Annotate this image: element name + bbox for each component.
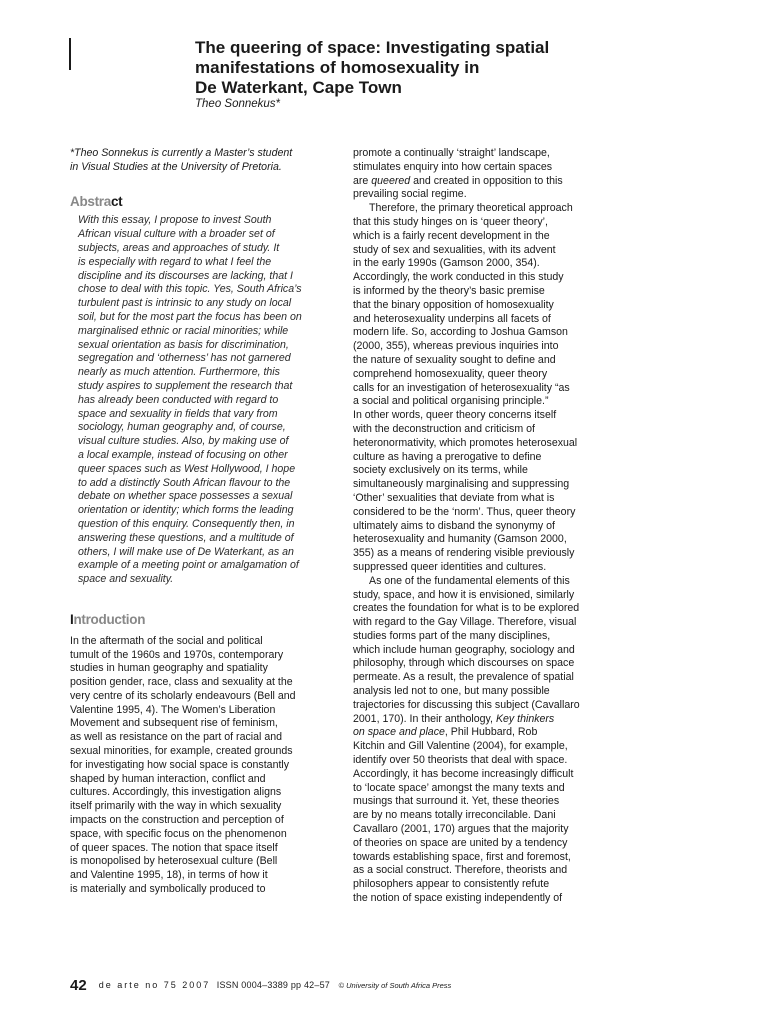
text-line [496, 713, 554, 725]
text-line: suppressed queer identities and cultures. [353, 560, 547, 573]
text-line: subjects, areas and approaches of study. It [78, 241, 280, 254]
text-line: philosophy, through which discourses on space [353, 657, 575, 670]
text-line: study, space, and how it is envisioned, similarly [353, 588, 575, 601]
text-line: debate on whether space possesses a sexual [78, 490, 293, 503]
text-line: sexual minorities, for example, created grounds [70, 745, 293, 758]
text-line: to ‘locate space’ amongst the many texts and [353, 781, 565, 794]
text-line: turbulent past is intrinsic to any study on local [78, 297, 292, 310]
text-line: cultures. Accordingly, this investigation aligns [70, 786, 282, 799]
book-title: on space and place [353, 726, 445, 739]
text-line: heteronormativity, which promotes heterosexual [353, 436, 578, 449]
title-line: manifestations of homosexuality in [195, 58, 480, 77]
text-line: study aspires to supplement the research that [78, 379, 293, 392]
text-line: to add a distinctly South African flavour to the [78, 476, 291, 489]
text-line: permeate. As a result, the prevalence of spatial [353, 671, 574, 684]
text-line: identify over 50 theorists that deal with space. [353, 754, 568, 767]
book-title: Key thinkers [495, 712, 555, 725]
title-line: De Waterkant, Cape Town [195, 78, 402, 97]
text-line: and Valentine 1995, 18), in terms of how it [70, 869, 268, 882]
text-line: space and sexuality. [78, 573, 174, 586]
text-line: a local example, instead of focusing on other [78, 448, 288, 461]
text-line [353, 175, 603, 189]
text-line: space, with specific focus on the phenomenon [70, 827, 287, 840]
text-line: that this study hinges on is ‘queer theory’, [353, 215, 548, 228]
text-line: segregation and ‘otherness’ has not garnered [78, 352, 291, 365]
article-title [195, 38, 715, 98]
text-line: Cavallaro (2001, 170) argues that the majority [353, 823, 569, 836]
abstract-heading-grey: Abstra [70, 193, 111, 209]
text-line: is informed by the theory’s basic premise [353, 284, 545, 297]
text-line: is materially and symbolically produced to [70, 883, 266, 896]
text-line: visual culture studies. Also, by making use of [78, 435, 289, 448]
text-line: soil, but for the most part the focus has been on [78, 310, 302, 323]
text-line: promote a continually ‘straight’ landscape, [353, 147, 550, 159]
text-line: nearly as much attention. Furthermore, this [78, 366, 280, 379]
text-line: for investigating how social space is constantly [70, 758, 290, 771]
text-line: is monopolised by heterosexual culture (Bell [70, 855, 278, 868]
text-line: Valentine 1995, 4). The Women’s Liberation [70, 703, 276, 716]
text-line: analysis led not to one, but many possible [353, 685, 550, 698]
left-column [70, 147, 320, 897]
abstract-text [70, 214, 320, 587]
text-line: trajectories for discussing this subject (Cavallaro [353, 698, 580, 711]
page-number: 42 [70, 977, 87, 994]
text-line: Therefore, the primary theoretical approach [369, 202, 573, 215]
introduction-heading-grey: ntroduction [73, 611, 146, 627]
text-line: towards establishing space, first and foremost, [353, 850, 571, 863]
text-line: shaped by human interaction, conflict and [70, 772, 266, 785]
text-line: (2000, 355), whereas previous inquiries into [353, 340, 559, 353]
text-line: study of sex and sexualities, with its advent [353, 243, 556, 256]
text-line: sexual orientation as basis for discrimination, [78, 338, 289, 351]
text-line: the nature of sexuality sought to define and [353, 353, 556, 366]
text-line: a social and political organising principle.” [353, 395, 549, 408]
text-fragment: are [353, 174, 372, 187]
text-line: creates the foundation for what is to be explored [353, 602, 580, 615]
text-line: impacts on the construction and perception of [70, 814, 284, 827]
text-line: stimulates enquiry into how certain spaces [353, 160, 553, 173]
text-line: in the early 1990s (Gamson 2000, 354). [353, 257, 540, 270]
text-line: ‘Other’ sexualities that deviate from what is [353, 491, 555, 504]
text-line: In the aftermath of the social and political [70, 634, 263, 647]
author-affiliation [70, 147, 320, 175]
introduction-heading-dark: I [70, 611, 74, 627]
text-line: space and sexuality in fields that vary from [78, 407, 278, 420]
text-line: Accordingly, the work conducted in this study [353, 271, 564, 284]
text-line: As one of the fundamental elements of this [369, 574, 570, 587]
text-line: discipline and its discourses are lacking, that I [78, 269, 293, 282]
text-line: modern life. So, according to Joshua Gamson [353, 326, 568, 339]
text-line: answering these questions, and a multitude of [78, 531, 294, 544]
text-line: sociology, human geography and, of course, [78, 421, 286, 434]
paragraph-space [353, 575, 603, 727]
text-line: prevailing social regime. [353, 188, 467, 201]
text-line: as well as resistance on the part of racial and [70, 731, 282, 744]
abstract-heading-dark: ct [110, 193, 123, 209]
text-line: with regard to the Gay Village. Therefore, visual [353, 616, 577, 629]
page-footer [70, 977, 720, 995]
text-line [353, 726, 603, 740]
text-line: Kitchin and Gill Valentine (2004), for example, [353, 740, 568, 753]
text-line: itself primarily with the way in which sexuality [70, 800, 282, 813]
text-line: considered to be the ‘norm’. Thus, queer theory [353, 505, 576, 518]
text-line: Movement and subsequent rise of feminism, [70, 717, 278, 730]
text-line: tumult of the 1960s and 1970s, contemporary [70, 648, 284, 661]
text-line: the notion of space existing independently of [353, 892, 563, 905]
text-line: queer spaces such as West Hollywood, I hope [78, 462, 296, 475]
text-line: chose to deal with this topic. Yes, South Africa’s [78, 283, 302, 296]
article-author: Theo Sonnekus* [195, 98, 281, 110]
text-line: African visual culture with a broader set of [78, 228, 275, 241]
journal-name: de arte no 75 2007 [98, 980, 211, 990]
text-line: orientation or identity; which forms the leading [78, 504, 294, 517]
introduction-heading [70, 613, 320, 627]
text-line: ultimately aims to disband the synonymy of [353, 519, 555, 532]
abstract-heading [70, 195, 320, 209]
text-line: Accordingly, it has become increasingly difficult [353, 767, 574, 780]
text-fragment: , Phil Hubbard, Rob [444, 726, 538, 739]
text-line: example of a meeting point or amalgamation of [78, 559, 299, 572]
text-line: marginalised ethnic or racial minorities; while [78, 324, 289, 337]
text-line: of theories on space are united by a tendency [353, 836, 568, 849]
text-line: is especially with regard to what I feel the [78, 255, 272, 268]
text-line: with the deconstruction and criticism of [353, 422, 535, 435]
text-line: very centre of its scholarly endeavours (Bell and [70, 689, 296, 702]
text-line: With this essay, I propose to invest South [78, 214, 272, 227]
right-column [353, 147, 603, 906]
margin-rule [69, 38, 71, 70]
text-line: calls for an investigation of heterosexuality “as [353, 381, 570, 394]
text-line: has already been conducted with regard to [78, 393, 279, 406]
paragraph-space-continued [353, 740, 603, 906]
emphasis-queered: queered [371, 174, 411, 187]
text-line: studies in human geography and spatiality [70, 662, 268, 675]
text-line: heterosexuality and humanity (Gamson 2000, [353, 533, 567, 546]
affiliation-line: in Visual Studies at the University of Pretoria. [70, 160, 282, 173]
text-line: society exclusively on its terms, while [353, 464, 528, 477]
text-line: are by no means totally irreconcilable. Dani [353, 809, 556, 822]
text-line: simultaneously marginalising and suppressing [353, 478, 570, 491]
text-line: 2001, 170). In their anthology, [353, 712, 493, 725]
introduction-text [70, 635, 320, 897]
text-line: that the binary opposition of homosexuality [353, 298, 554, 311]
title-line: The queering of space: Investigating spatial [195, 38, 550, 57]
text-line: comprehend homosexuality, queer theory [353, 367, 548, 380]
text-line: of queer spaces. The notion that space itself [70, 841, 278, 854]
text-line: others, I will make use of De Waterkant, as an [78, 545, 294, 558]
copyright: © University of South Africa Press [338, 981, 452, 990]
text-line: musings that surround it. Yet, these theories [353, 795, 560, 808]
text-line: which is a fairly recent development in the [353, 229, 550, 242]
text-line: position gender, race, class and sexuality at the [70, 676, 293, 689]
text-line: philosophers appear to consistently refute [353, 878, 550, 891]
text-line: which include human geography, sociology and [353, 643, 575, 656]
text-line: question of this enquiry. Consequently then, in [78, 517, 295, 530]
affiliation-line: *Theo Sonnekus is currently a Master’s student [70, 147, 293, 159]
text-line: 355) as a means of rendering visible previously [353, 547, 575, 560]
text-line: as a social construct. Therefore, theorists and [353, 864, 568, 877]
paragraph-queer-theory [353, 202, 603, 575]
text-line: In other words, queer theory concerns itself [353, 409, 557, 422]
issn-pages: ISSN 0004–3389 pp 42–57 [216, 980, 330, 990]
text-line: studies forms part of the many disciplines, [353, 629, 551, 642]
text-line: and heterosexuality underpins all facets of [353, 312, 551, 325]
text-line: culture as having a prerogative to define [353, 450, 542, 463]
text-fragment: and created in opposition to this [410, 174, 563, 187]
